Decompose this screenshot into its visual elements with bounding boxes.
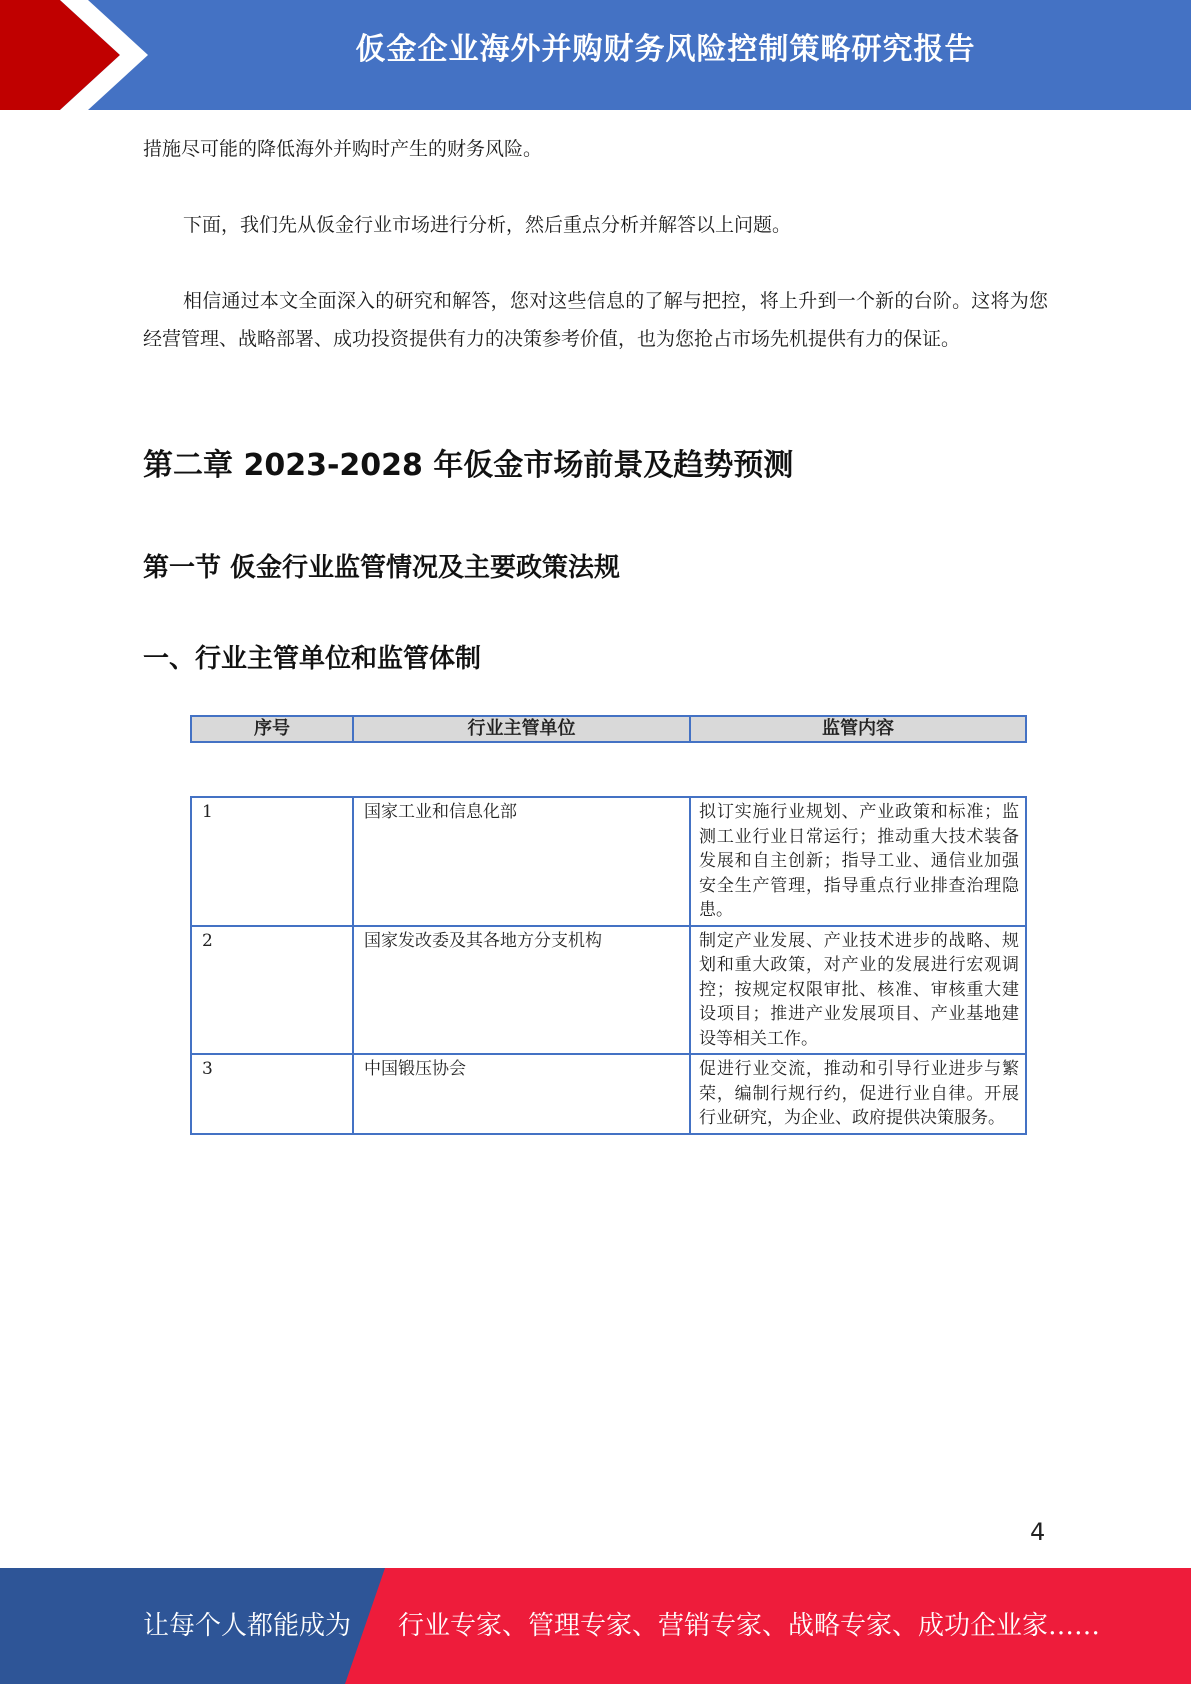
- row-unit: 中国锻压协会: [353, 1054, 690, 1134]
- paragraph: 相信通过本文全面深入的研究和解答，您对这些信息的了解与把控，将上升到一个新的台阶。这将为您经营管理、战略部署、成功投资提供有力的决策参考价值，也为您抢占市场先机提供有力的保证。: [143, 290, 1048, 350]
- row-content: 促进行业交流，推动和引导行业进步与繁荣，编制行规行约，促进行业自律。开展行业研究，为企业、政府提供决策服务。: [690, 1054, 1026, 1134]
- page-header: [0, 0, 1191, 110]
- footer-slogan-right: 行业专家、管理专家、营销专家、战略专家、成功企业家……: [398, 1611, 1101, 1641]
- regulator-table-header: [190, 715, 1027, 743]
- row-unit: 国家工业和信息化部: [353, 797, 690, 926]
- table-row: [191, 797, 1026, 926]
- row-number: 2: [191, 926, 353, 1055]
- footer-slogan-left: 让每个人都能成为: [143, 1611, 352, 1641]
- header-cell-unit: 行业主管单位: [353, 716, 690, 742]
- chapter-title: 第二章 2023-2028 年仮金市场前景及趋势预测: [143, 448, 794, 483]
- row-content: 制定产业发展、产业技术进步的战略、规划和重大政策，对产业的发展进行宏观调控；按规定权限审批、核准、审核重大建设项目；推进产业发展项目、产业基地建设等相关工作。: [690, 926, 1026, 1055]
- page-number: 4: [1030, 1518, 1046, 1546]
- paragraph: 措施尽可能的降低海外并购时产生的财务风险。: [143, 138, 543, 160]
- row-number: 1: [191, 797, 353, 926]
- header-cell-content: 监管内容: [690, 716, 1026, 742]
- row-unit: 国家发改委及其各地方分支机构: [353, 926, 690, 1055]
- paragraph: 下面，我们先从仮金行业市场进行分析，然后重点分析并解答以上问题。: [183, 214, 792, 236]
- body-text: [143, 130, 1048, 358]
- row-content: 拟订实施行业规划、产业政策和标准；监测工业行业日常运行；推动重大技术装备发展和自主创新；指导工业、通信业加强安全生产管理，指导重点行业排查治理隐患。: [690, 797, 1026, 926]
- header-cell-no: 序号: [191, 716, 353, 742]
- table-row: [191, 926, 1026, 1055]
- regulator-table: [190, 796, 1027, 1135]
- page-footer: [0, 1568, 1191, 1684]
- header-arrow-decoration: [0, 0, 160, 110]
- report-title: 仮金企业海外并购财务风险控制策略研究报告: [355, 32, 976, 67]
- section-title: 第一节 仮金行业监管情况及主要政策法规: [143, 553, 621, 583]
- subsection-title: 一、行业主管单位和监管体制: [143, 644, 482, 674]
- row-number: 3: [191, 1054, 353, 1134]
- table-row: [191, 1054, 1026, 1134]
